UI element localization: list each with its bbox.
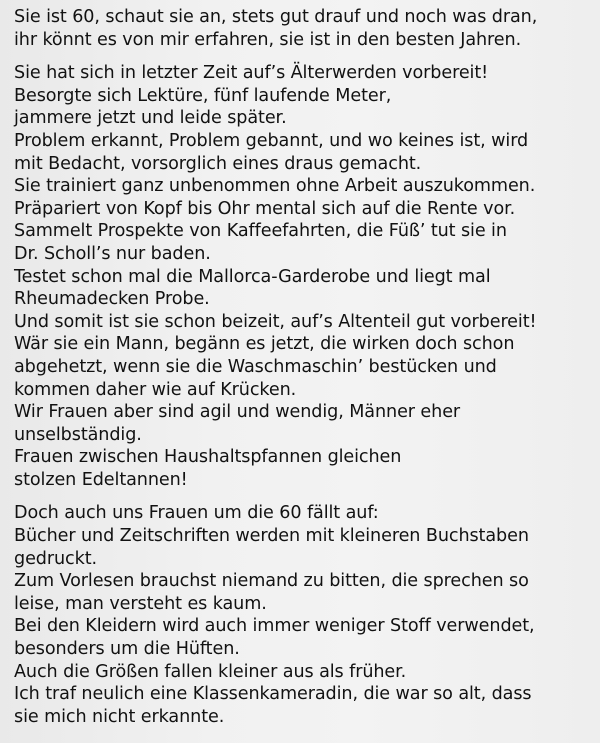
text-line: kommen daher wie auf Krücken. xyxy=(14,379,297,400)
text-line: mit Bedacht, vorsorglich eines draus gemacht. xyxy=(14,153,422,174)
text-line: Ich traf neulich eine Klassenkameradin, die war so alt, dass xyxy=(14,684,532,705)
text-line: Doch auch uns Frauen um die 60 fällt auf: xyxy=(14,503,379,524)
text-line: stolzen Edeltannen! xyxy=(14,469,188,490)
text-line: ihr könnt es von mir erfahren, sie ist in den besten Jahren. xyxy=(14,29,522,50)
text-line: Bei den Kleidern wird auch immer weniger Stoff verwendet, xyxy=(14,616,535,637)
text-line: Dr. Scholl’s nur baden. xyxy=(14,243,211,264)
text-line: Wir Frauen aber sind agil und wendig, Männer eher xyxy=(14,402,461,423)
text-line: Sie hat sich in letzter Zeit auf’s Älterwerden vorbereit! xyxy=(14,63,489,84)
text-line: gedruckt. xyxy=(14,548,97,569)
stanza-2 xyxy=(14,62,588,491)
text-line: Präpariert von Kopf bis Ohr mental sich auf die Rente vor. xyxy=(14,198,516,219)
text-line: Auch die Größen fallen kleiner aus als früher. xyxy=(14,661,407,682)
text-line: sie mich nicht erkannte. xyxy=(14,706,225,727)
text-line: Rheumadecken Probe. xyxy=(14,289,210,310)
text-line: jammere jetzt und leide später. xyxy=(14,108,287,129)
text-line: besonders um die Hüften. xyxy=(14,639,240,660)
text-line: unselbständig. xyxy=(14,424,142,445)
text-line: Sammelt Prospekte von Kaffeefahrten, die Füß’ tut sie in xyxy=(14,221,507,242)
text-line: Wär sie ein Mann, begänn es jetzt, die wirken doch schon xyxy=(14,334,515,355)
text-line: Bücher und Zeitschriften werden mit kleineren Buchstaben xyxy=(14,526,529,547)
text-line: Besorgte sich Lektüre, fünf laufende Meter, xyxy=(14,85,392,106)
stanza-1 xyxy=(14,6,588,51)
text-line: Sie ist 60, schaut sie an, stets gut drauf und noch was dran, xyxy=(14,7,538,27)
text-line: Frauen zwischen Haushaltspfannen gleichen xyxy=(14,447,402,468)
text-line: Sie trainiert ganz unbenommen ohne Arbeit auszukommen. xyxy=(14,176,536,197)
text-line: Problem erkannt, Problem gebannt, und wo keines ist, wird xyxy=(14,130,529,151)
text-line: Testet schon mal die Mallorca-Garderobe und liegt mal xyxy=(14,266,491,287)
text-line: abgehetzt, wenn sie die Waschmaschin’ bestücken und xyxy=(14,356,497,377)
text-line: Zum Vorlesen brauchst niemand zu bitten, die sprechen so xyxy=(14,571,529,592)
stanza-3 xyxy=(14,502,588,728)
text-line: leise, man versteht es kaum. xyxy=(14,593,267,614)
text-line: Und somit ist sie schon beizeit, auf’s Altenteil gut vorbereit! xyxy=(14,311,537,332)
